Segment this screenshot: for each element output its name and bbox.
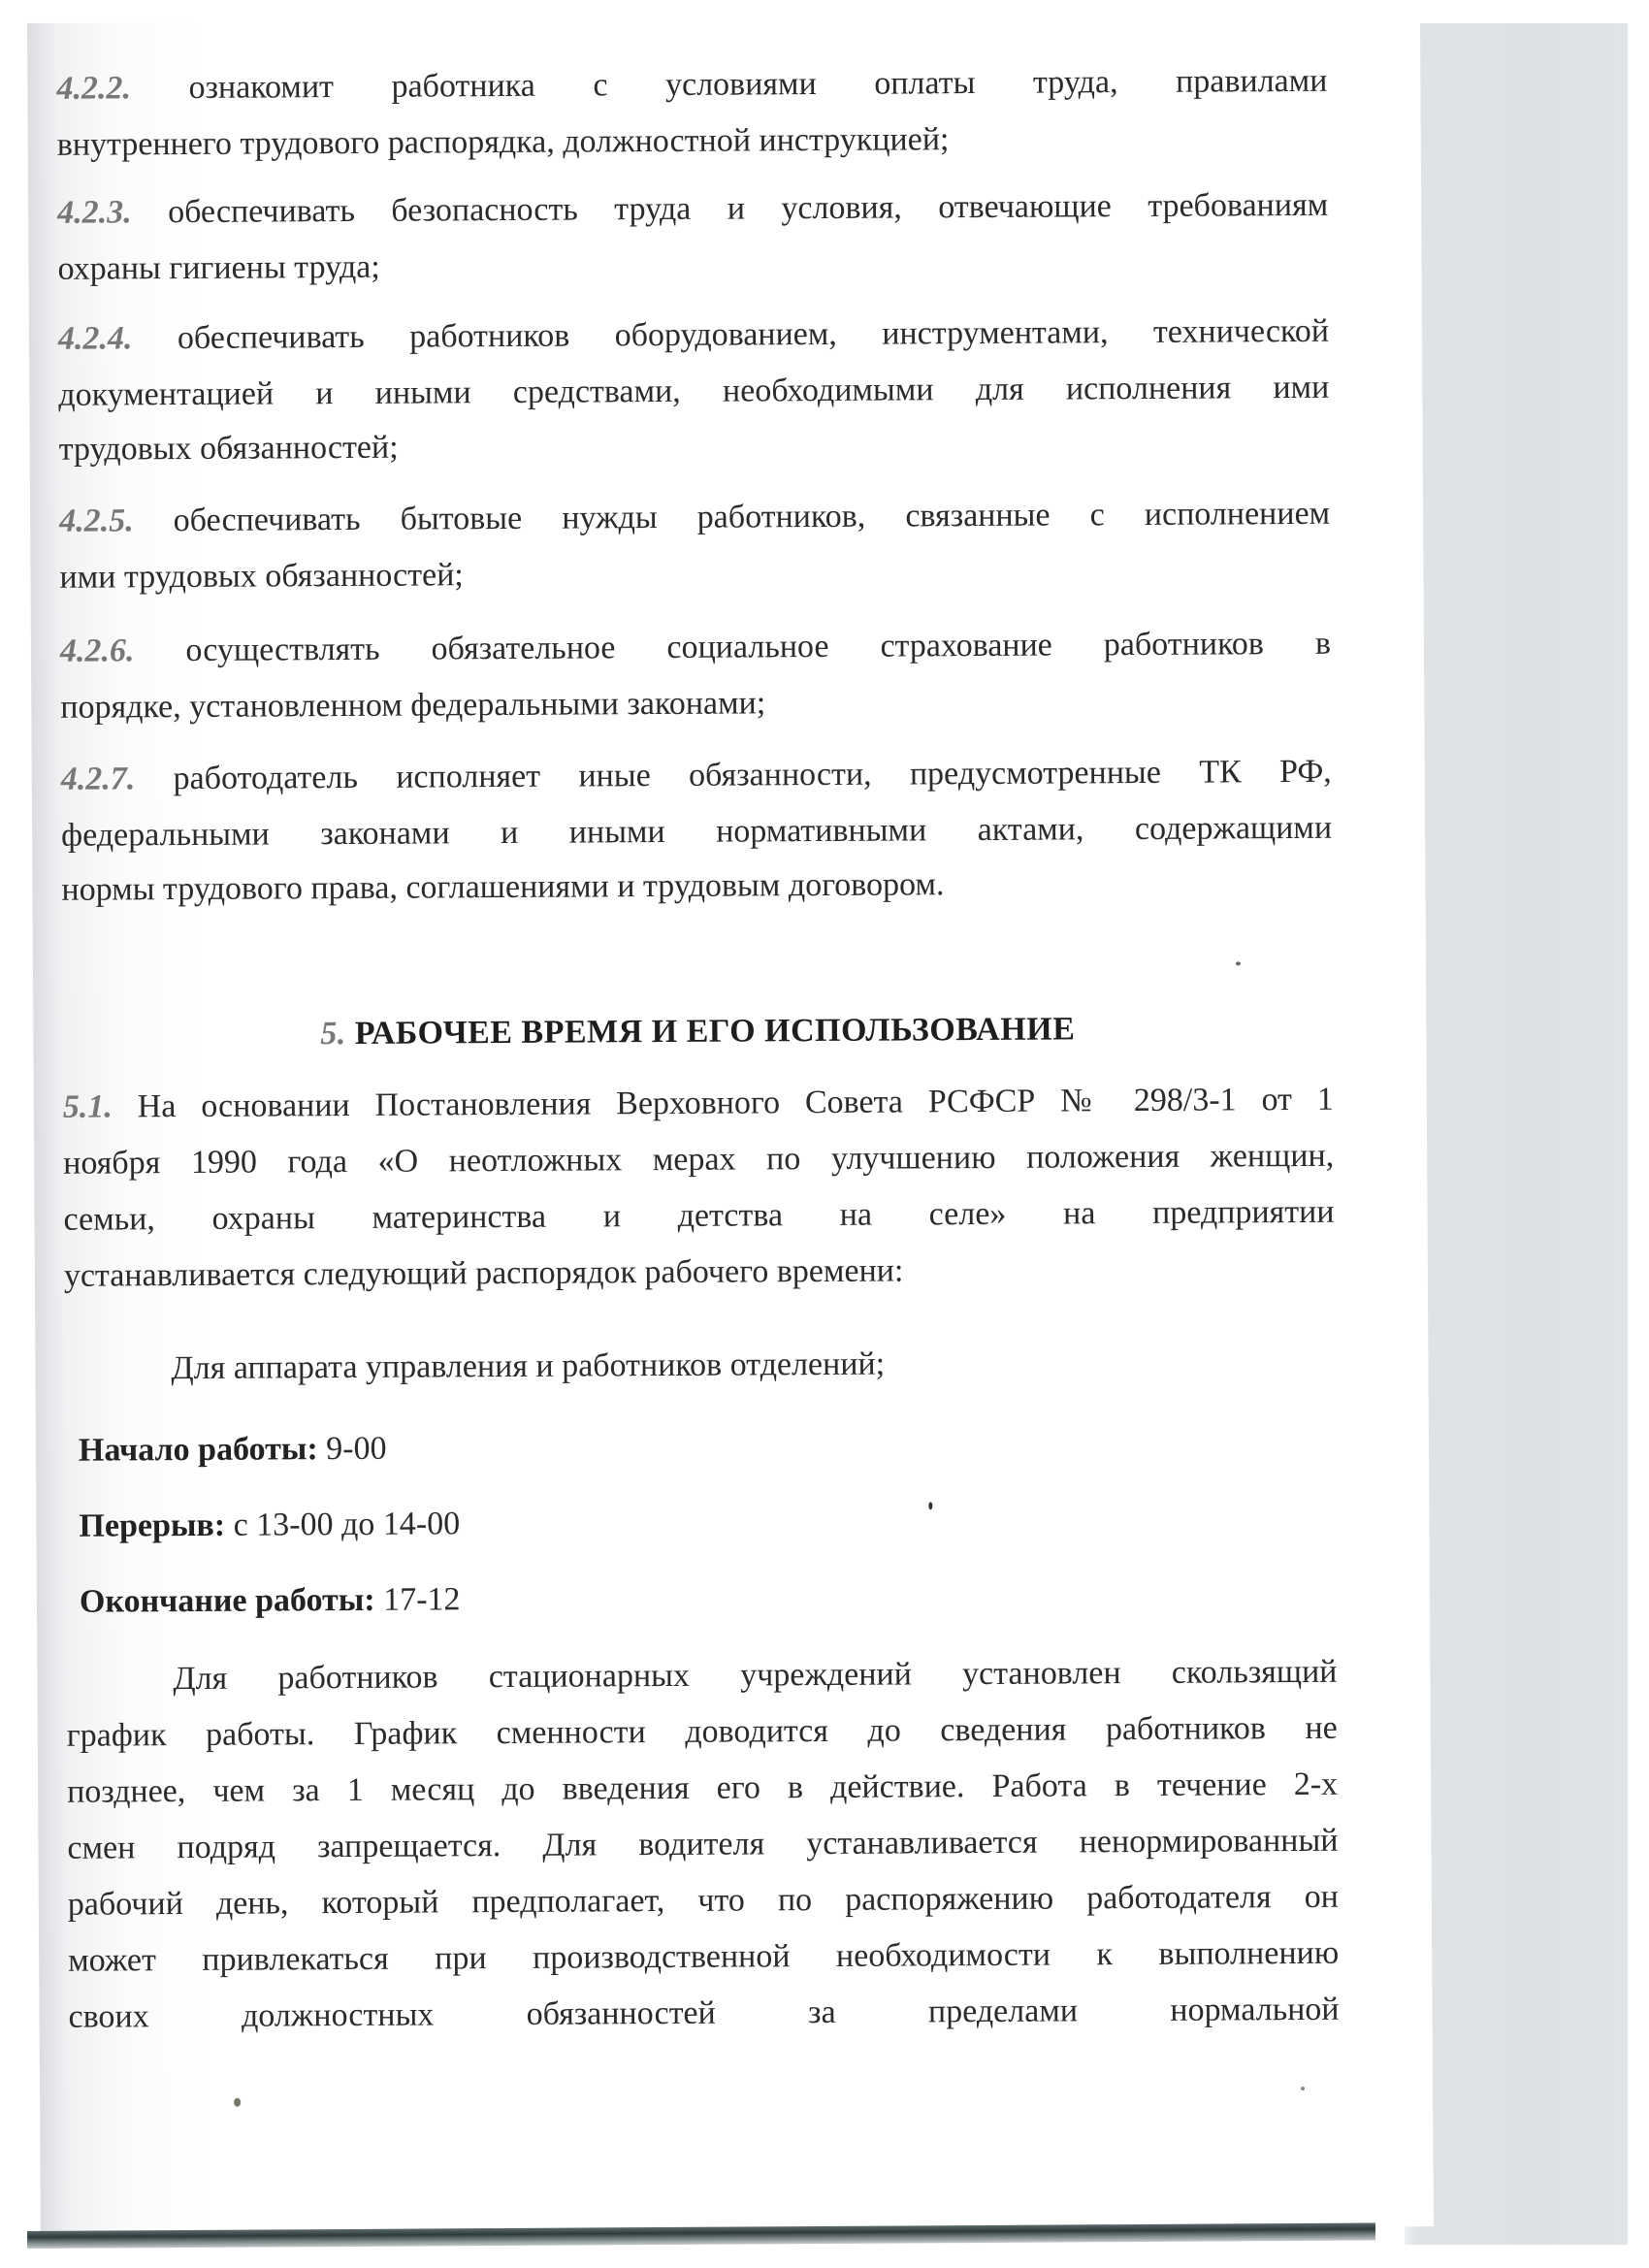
- item-4-2-6-line-2: порядке, установленном федеральными законами;: [60, 685, 766, 726]
- scan-speck: [928, 1502, 932, 1509]
- item-4-2-7-line-1: [61, 753, 1332, 799]
- schedule-end: [80, 1575, 1350, 1622]
- item-text: На основании Постановления Верховного Совета РСФСР № 298/3-1 от 1: [137, 1081, 1334, 1125]
- item-4-2-5-line-1: [59, 495, 1330, 541]
- item-number: 4.2.5.: [59, 502, 134, 539]
- item-5-1-line-4: устанавливается следующий распорядок рабочего времени:: [63, 1252, 904, 1294]
- item-4-2-6-line-1: [60, 625, 1331, 671]
- shift-paragraph-line-3: позднее, чем за 1 месяц до введения его в действие. Работа в течение 2-х: [67, 1766, 1339, 1810]
- item-text: обеспечивать безопасность труда и условия, отвечающие требованиям: [168, 186, 1329, 231]
- item-number: 4.2.4.: [57, 320, 133, 357]
- shift-paragraph-line-6: может привлекаться при производственной необходимости к выполнению: [68, 1934, 1340, 1979]
- item-text: работодатель исполняет иные обязанности, предусмотренные ТК РФ,: [173, 753, 1332, 797]
- schedule-label: Окончание работы:: [79, 1581, 375, 1620]
- schedule-value: 17-12: [383, 1581, 461, 1618]
- schedule-label: Перерыв:: [79, 1507, 226, 1544]
- item-number: 4.2.2.: [56, 70, 132, 107]
- item-number: 4.2.3.: [57, 194, 132, 231]
- scan-speck: [1301, 2087, 1305, 2090]
- item-4-2-3-line-2: охраны гигиены труда;: [57, 248, 380, 287]
- schedule-value: с 13-00 до 14-00: [233, 1506, 461, 1543]
- heading-title: РАБОЧЕЕ ВРЕМЯ И ЕГО ИСПОЛЬЗОВАНИЕ: [354, 1011, 1076, 1052]
- shift-paragraph-line-2: график работы. График сменности доводится до сведения работников не: [66, 1709, 1338, 1754]
- heading-number: 5.: [320, 1016, 346, 1053]
- item-4-2-3-line-1: [57, 186, 1328, 233]
- section-5-heading: [62, 1009, 1333, 1055]
- shift-paragraph-line-7: своих должностных обязанностей за пределами нормальной: [68, 1991, 1340, 2035]
- item-number: 4.2.7.: [60, 761, 136, 797]
- item-4-2-4-line-2: документацией и иными средствами, необходимыми для исполнения ими: [58, 369, 1330, 413]
- item-text: обеспечивать бытовые нужды работников, связанные с исполнением: [173, 495, 1331, 539]
- item-text: ознакомит работника с условиями оплаты труда, правилами: [188, 62, 1328, 106]
- schedule-label: Начало работы:: [78, 1431, 318, 1469]
- scan-speck: [1236, 961, 1241, 965]
- item-text: осуществлять обязательное социальное страхование работников в: [185, 625, 1332, 669]
- item-5-1-line-3: семьи, охраны материнства и детства на селе» на предприятии: [63, 1193, 1335, 1238]
- item-4-2-4-line-3: трудовых обязанностей;: [58, 429, 399, 468]
- item-4-2-5-line-2: ими трудовых обязанностей;: [59, 557, 464, 596]
- item-5-1-line-2: ноября 1990 года «О неотложных мерах по улучшению положения женщин,: [63, 1137, 1335, 1182]
- item-4-2-7-line-3: нормы трудового права, соглашениями и трудовым договором.: [61, 866, 945, 908]
- item-number: 5.1.: [62, 1088, 113, 1125]
- scan-speck: [234, 2098, 241, 2107]
- item-4-2-2-line-2: внутреннего трудового распорядка, должностной инструкцией;: [56, 121, 950, 163]
- schedule-start: [79, 1424, 1349, 1471]
- item-5-1-line-1: [63, 1081, 1334, 1127]
- binder-strip: [1405, 23, 1628, 2245]
- office-intro: Для аппарата управления и работников отделений;: [171, 1345, 886, 1387]
- schedule-value: 9-00: [326, 1430, 387, 1468]
- scanned-page: [27, 15, 1434, 2235]
- shift-paragraph-line-1: Для работников стационарных учреждений установлен скользящий: [173, 1653, 1338, 1698]
- item-text: обеспечивать работников оборудованием, инструментами, технической: [177, 312, 1330, 357]
- item-number: 4.2.6.: [59, 632, 135, 669]
- item-4-2-7-line-2: федеральными законами и иными нормативными актами, содержащими: [61, 809, 1333, 854]
- item-4-2-4-line-1: [58, 312, 1329, 359]
- schedule-break: [79, 1500, 1349, 1546]
- item-4-2-2-line-1: [56, 62, 1327, 109]
- shift-paragraph-line-5: рабочий день, который предполагает, что по распоряжению работодателя он: [67, 1878, 1339, 1923]
- shift-paragraph-line-4: смен подряд запрещается. Для водителя устанавливается ненормированный: [67, 1822, 1339, 1866]
- document-body: [56, 16, 1340, 2035]
